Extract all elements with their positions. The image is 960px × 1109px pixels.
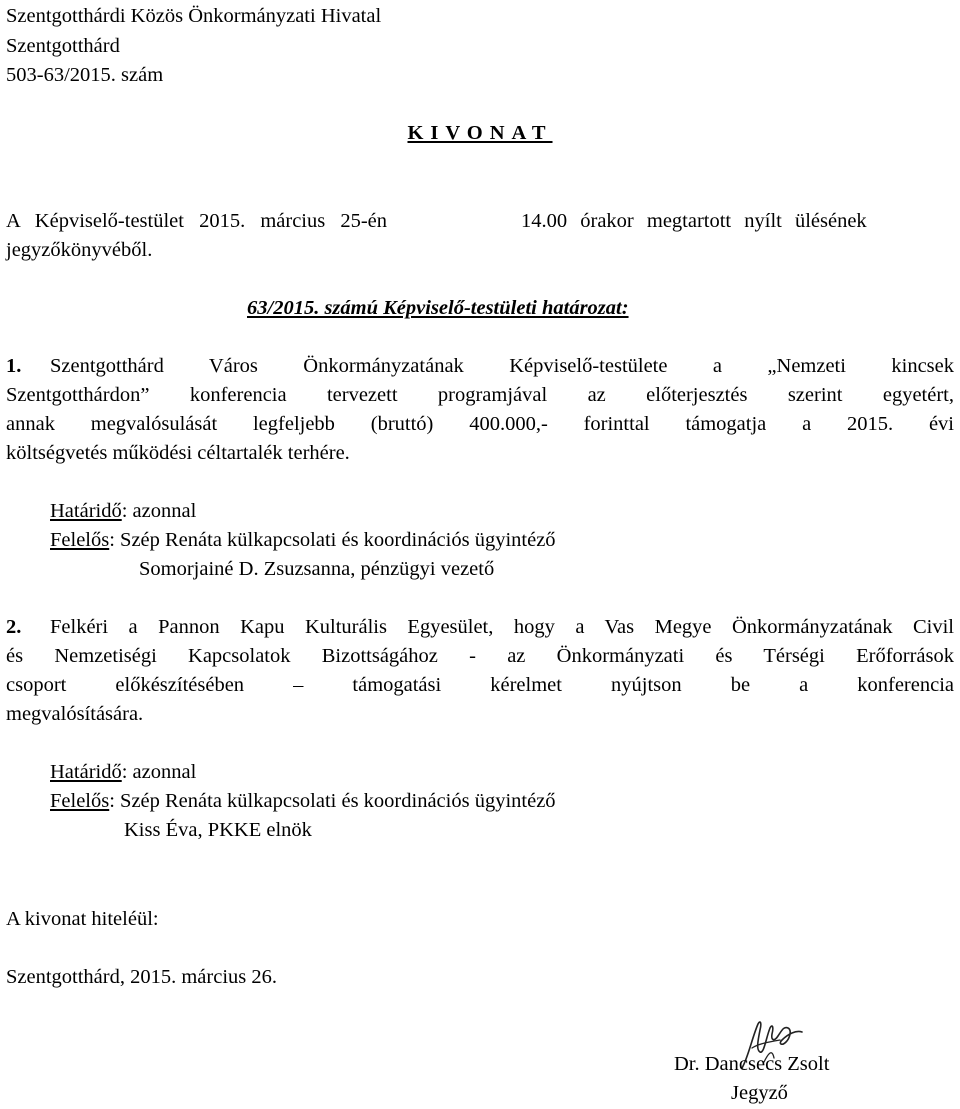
resolution-heading (247, 296, 629, 320)
item-1-number: 1. (6, 355, 22, 377)
item-2-responsible-label: Felelős (50, 790, 110, 812)
item-1-responsible (50, 528, 556, 552)
item-2-line-3: csoport előkészítésében – támogatási kérelmet nyújtson be a konferencia (6, 674, 954, 696)
item-2-responsible-value: : Szép Renáta külkapcsolati és koordinációs ügyintéző (109, 790, 556, 812)
signatory-role: Jegyző (731, 1082, 788, 1104)
item-1-line-1: Szentgotthárd Város Önkormányzatának Képviselő-testülete a „Nemzeti kincsek (50, 355, 954, 377)
item-2-deadline-value: : azonnal (121, 761, 197, 783)
item-1-deadline (50, 499, 196, 523)
intro-line-1 (6, 209, 956, 233)
item-2-deadline-label: Határidő (50, 761, 122, 783)
place-date: Szentgotthárd, 2015. március 26. (6, 966, 278, 988)
document-title-text: KIVONAT (407, 122, 553, 144)
resolution-heading-text: 63/2015. számú Képviselő-testületi határozat: (247, 297, 629, 319)
item-1-line-3: annak megvalósulását legfeljebb (bruttó) 400.000,- forinttal támogatja a 2015. évi (6, 413, 954, 435)
item-2-line-2: és Nemzetiségi Kapcsolatok Bizottságához - az Önkormányzati és Térségi Erőforrások (6, 645, 954, 667)
item-1-responsible-value: : Szép Renáta külkapcsolati és koordinációs ügyintéző (109, 529, 556, 551)
item-2-number: 2. (6, 616, 22, 638)
document-title (0, 121, 960, 145)
item-2-line-4: megvalósítására. (6, 703, 144, 725)
item-1-responsible-2: Somorjainé D. Zsuzsanna, pénzügyi vezető (139, 558, 495, 580)
office-name: Szentgotthárdi Közös Önkormányzati Hivatal (6, 5, 382, 27)
intro-line-1b: 14.00 órakor megtartott nyílt ülésének (521, 210, 867, 232)
intro-line-2: jegyzőkönyvéből. (6, 239, 153, 261)
item-1-deadline-label: Határidő (50, 500, 122, 522)
item-1-line-4: költségvetés működési céltartalék terhére. (6, 442, 350, 464)
item-2-responsible-2: Kiss Éva, PKKE elnök (124, 819, 312, 841)
item-2-deadline (50, 760, 196, 784)
item-2-responsible (50, 789, 556, 813)
certification-label: A kivonat hiteléül: (6, 908, 159, 930)
item-1-responsible-label: Felelős (50, 529, 110, 551)
item-1-deadline-value: : azonnal (121, 500, 197, 522)
intro-line-1a: A Képviselő-testület 2015. március 25-én (6, 210, 388, 232)
signatory-name: Dr. Dancsecs Zsolt (674, 1053, 830, 1075)
item-1-line-2: Szentgotthárdon” konferencia tervezett programjával az előterjesztés szerint egyetért, (6, 384, 954, 406)
city-name: Szentgotthárd (6, 35, 120, 57)
item-2-line-1: Felkéri a Pannon Kapu Kulturális Egyesület, hogy a Vas Megye Önkormányzatának Civil (50, 616, 954, 638)
document-number: 503-63/2015. szám (6, 64, 164, 86)
